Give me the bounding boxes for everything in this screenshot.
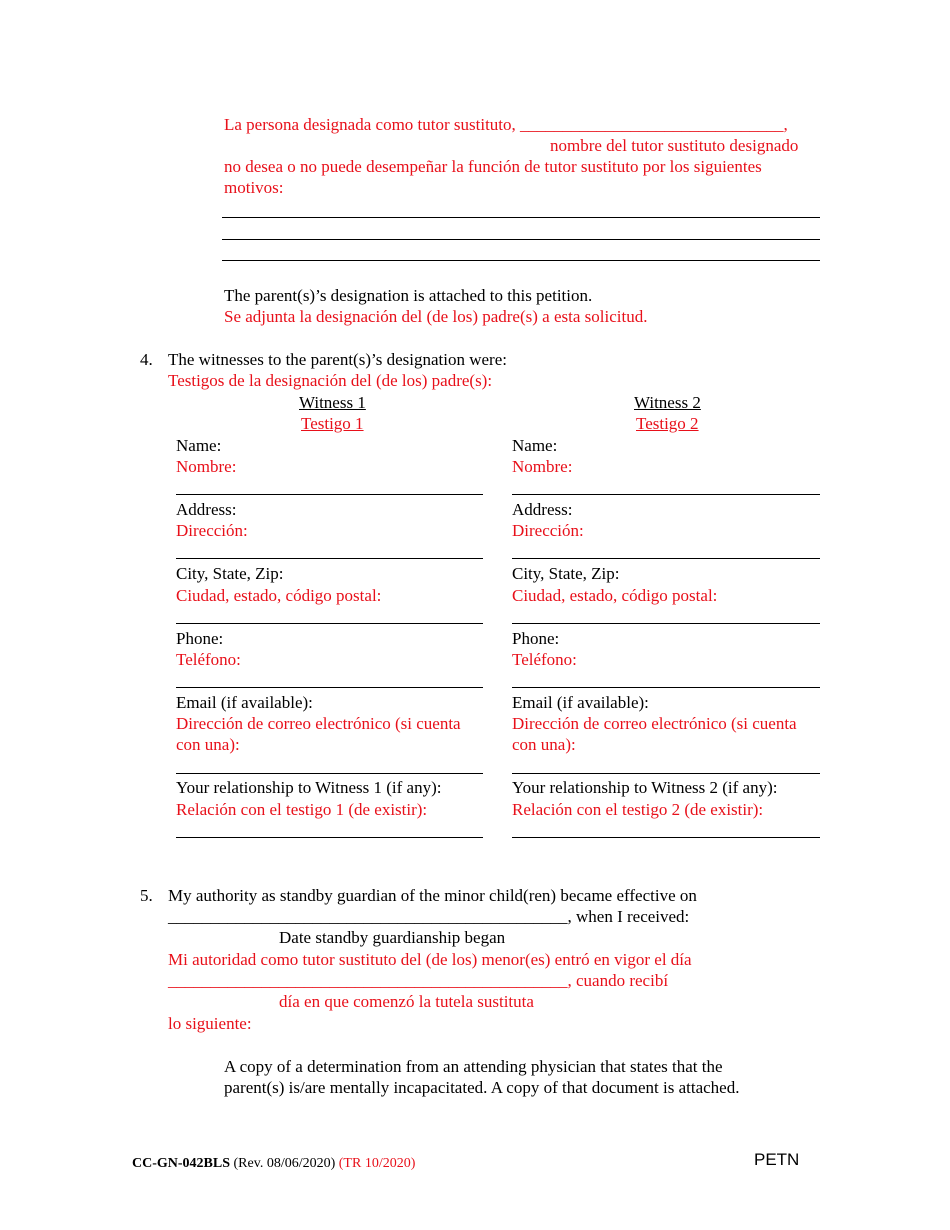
w1-rel-es: Relación con el testigo 1 (de existir): — [176, 800, 428, 819]
w1-name-es: Nombre: — [176, 457, 237, 476]
physician-option-line2: parent(s) is/are mentally incapacitated. A copy of that document is attached. — [224, 1078, 740, 1097]
w2-city-en: City, State, Zip: — [512, 564, 620, 583]
w2-email-es-1: Dirección de correo electrónico (si cuenta — [512, 714, 797, 733]
witness2-header-en: Witness 2 — [634, 393, 701, 412]
attached-en: The parent(s)’s designation is attached to this petition. — [224, 286, 593, 305]
item5-es-line1: Mi autoridad como tutor sustituto del (de los) menor(es) entró en vigor el día — [168, 950, 692, 969]
w1-phone-field[interactable] — [176, 687, 483, 688]
footer-form-id: CC-GN-042BLS — [132, 1156, 231, 1171]
item4-en: The witnesses to the parent(s)’s designation were: — [168, 350, 507, 369]
item5-es-hint: día en que comenzó la tutela sustituta — [279, 992, 534, 1011]
item5-es-line2: _______________________________________________, cuando recibí — [168, 971, 669, 990]
w2-address-en: Address: — [512, 500, 573, 519]
w2-email-es-2: con una): — [512, 735, 576, 754]
reason-blank-line-3[interactable] — [222, 260, 820, 261]
alt-designee-line1: La persona designada como tutor sustituto, _______________________________, — [224, 115, 788, 134]
w2-phone-en: Phone: — [512, 629, 560, 648]
alt-designee-line3: motivos: — [224, 178, 284, 197]
w1-city-es: Ciudad, estado, código postal: — [176, 586, 382, 605]
w2-phone-es: Teléfono: — [512, 650, 577, 669]
reason-blank-line-2[interactable] — [222, 239, 820, 240]
w1-email-es-1: Dirección de correo electrónico (si cuenta — [176, 714, 461, 733]
w2-address-es: Dirección: — [512, 521, 584, 540]
w2-address-field[interactable] — [512, 558, 820, 559]
w1-address-es: Dirección: — [176, 521, 248, 540]
item5-number: 5. — [140, 886, 153, 905]
item5-en-line1: My authority as standby guardian of the minor child(ren) became effective on — [168, 886, 697, 905]
w1-address-field[interactable] — [176, 558, 483, 559]
w1-address-en: Address: — [176, 500, 237, 519]
witness1-header-en: Witness 1 — [299, 393, 366, 412]
alt-designee-hint: nombre del tutor sustituto designado — [550, 136, 799, 155]
w2-name-en: Name: — [512, 436, 558, 455]
item5-es-line3: lo siguiente: — [168, 1014, 252, 1033]
w1-name-field[interactable] — [176, 494, 483, 495]
footer-rev: (Rev. 08/06/2020) — [233, 1156, 336, 1171]
w1-rel-en: Your relationship to Witness 1 (if any): — [176, 778, 442, 797]
item4-es: Testigos de la designación del (de los) padre(s): — [168, 371, 493, 390]
reason-blank-line-1[interactable] — [222, 217, 820, 218]
attached-es: Se adjunta la designación del (de los) padre(s) a esta solicitud. — [224, 307, 648, 326]
w1-name-en: Name: — [176, 436, 222, 455]
footer-tr: (TR 10/2020) — [338, 1156, 416, 1171]
alt-designee-line2: no desea o no puede desempeñar la función de tutor sustituto por los siguientes — [224, 157, 762, 176]
w2-name-es: Nombre: — [512, 457, 573, 476]
w2-name-field[interactable] — [512, 494, 820, 495]
w1-phone-es: Teléfono: — [176, 650, 241, 669]
w2-relationship-field[interactable] — [512, 837, 820, 838]
w1-city-field[interactable] — [176, 623, 483, 624]
physician-option-line1: A copy of a determination from an attending physician that states that the — [224, 1057, 723, 1076]
w2-city-es: Ciudad, estado, código postal: — [512, 586, 718, 605]
item5-en-hint: Date standby guardianship began — [279, 928, 506, 947]
footer-form-code: PETN — [754, 1150, 800, 1169]
w1-relationship-field[interactable] — [176, 837, 483, 838]
w2-email-field[interactable] — [512, 773, 820, 774]
w1-phone-en: Phone: — [176, 629, 224, 648]
w2-phone-field[interactable] — [512, 687, 820, 688]
witness1-header-es: Testigo 1 — [301, 414, 364, 433]
w2-rel-es: Relación con el testigo 2 (de existir): — [512, 800, 764, 819]
w2-rel-en: Your relationship to Witness 2 (if any): — [512, 778, 778, 797]
w1-email-en: Email (if available): — [176, 693, 313, 712]
w1-email-es-2: con una): — [176, 735, 240, 754]
witness2-header-es: Testigo 2 — [636, 414, 699, 433]
item5-en-line2: _______________________________________________, when I received: — [168, 907, 690, 926]
item4-number: 4. — [140, 350, 153, 369]
w1-email-field[interactable] — [176, 773, 483, 774]
footer-form-info — [132, 1153, 415, 1174]
w1-city-en: City, State, Zip: — [176, 564, 284, 583]
w2-city-field[interactable] — [512, 623, 820, 624]
w2-email-en: Email (if available): — [512, 693, 649, 712]
